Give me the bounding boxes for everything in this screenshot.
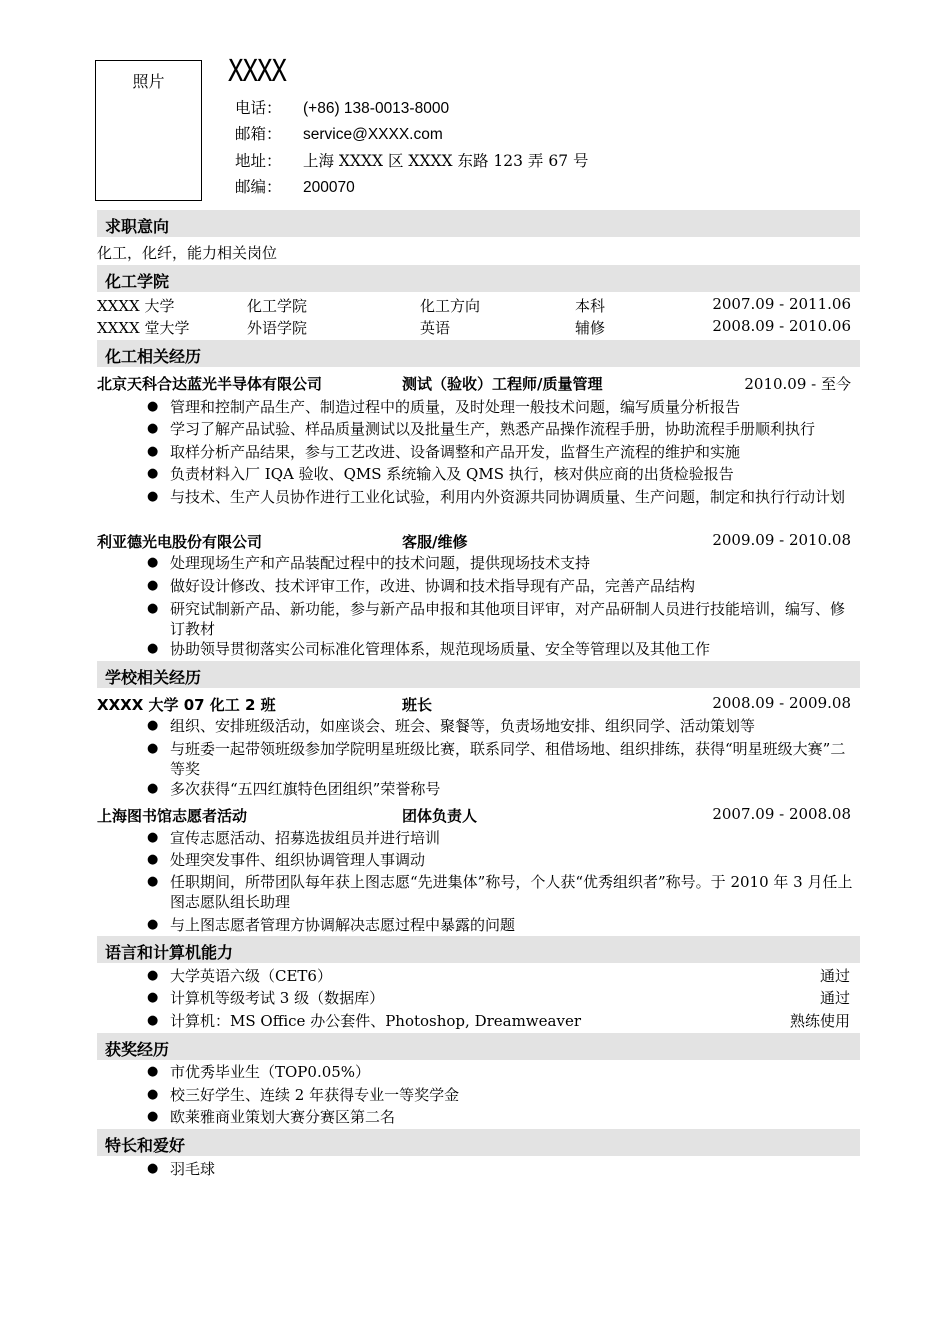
job-role: 团体负责人 xyxy=(402,807,478,825)
bullet-text: 多次获得“五四红旗特色团组织”荣誉称号 xyxy=(170,780,441,798)
bullet-text: 与技术、生产人员协作进行工业化试验，利用内外资源共同协调质量、生产问题，制定和执行行动计划 xyxy=(170,488,846,506)
section-skills xyxy=(97,936,860,963)
bullet-text: 欧莱雅商业策划大赛分赛区第二名 xyxy=(170,1108,396,1126)
bullet-text: 市优秀毕业生（TOP0.05%） xyxy=(170,1063,371,1081)
contact-address xyxy=(235,149,589,171)
bullet-icon: ● xyxy=(147,641,159,656)
bullet-text: 计算机等级考试 3 级（数据库） xyxy=(170,989,385,1007)
section-title: 化工学院 xyxy=(105,272,170,291)
bullet-icon: ● xyxy=(147,1109,159,1124)
edu-major: 英语 xyxy=(420,319,451,337)
skill-level: 熟练使用 xyxy=(789,1012,850,1030)
bullet-icon: ● xyxy=(147,466,159,481)
contact-email xyxy=(235,122,443,144)
bullet-text: 负责材料入厂 IQA 验收、QMS 系统输入及 QMS 执行，核对供应商的出货检验报告 xyxy=(170,465,734,483)
candidate-name: XXXX xyxy=(228,54,287,89)
section-awards xyxy=(97,1033,860,1060)
bullet-icon: ● xyxy=(147,830,159,845)
bullet-text: 计算机：MS Office 办公套件、Photoshop, Dreamweaver xyxy=(170,1012,581,1030)
section-work xyxy=(97,340,860,367)
bullet-text: 宣传志愿活动、招募选拔组员并进行培训 xyxy=(170,829,441,847)
bullet-icon: ● xyxy=(147,489,159,504)
bullet-icon: ● xyxy=(147,1064,159,1079)
contact-value: service@XXXX.com xyxy=(303,126,443,143)
edu-school: XXXX 大学 xyxy=(97,297,175,315)
section-school xyxy=(97,661,860,688)
contact-value: 上海 XXXX 区 XXXX 东路 123 弄 67 号 xyxy=(303,152,589,170)
job-role: 客服/维修 xyxy=(402,533,468,551)
edu-college: 化工学院 xyxy=(247,297,308,315)
skill-level: 通过 xyxy=(819,989,850,1007)
bullet-text: 大学英语六级（CET6） xyxy=(170,967,332,985)
bullet-icon: ● xyxy=(147,917,159,932)
job-company: 北京天科合达蓝光半导体有限公司 xyxy=(97,375,323,393)
section-title: 获奖经历 xyxy=(105,1040,170,1059)
education-row xyxy=(97,295,851,317)
job-company: 利亚德光电股份有限公司 xyxy=(97,533,263,551)
edu-college: 外语学院 xyxy=(247,319,308,337)
bullet-icon: ● xyxy=(147,1087,159,1102)
bullet-icon: ● xyxy=(147,555,159,570)
bullet-text: 与上图志愿者管理方协调解决志愿过程中暴露的问题 xyxy=(170,916,516,934)
job-date: 2007.09 - 2008.08 xyxy=(712,805,851,823)
bullet-text: 取样分析产品结果，参与工艺改进、设备调整和产品开发，监督生产流程的维护和实施 xyxy=(170,443,741,461)
job-role: 班长 xyxy=(402,696,433,714)
contact-label: 邮箱： xyxy=(235,125,282,143)
objective-text: 化工，化纤，能力相关岗位 xyxy=(97,244,278,262)
job-header xyxy=(97,805,851,827)
job-company: XXXX 大学 07 化工 2 班 xyxy=(97,696,276,714)
bullet-text: 与班委一起带领班级参加学院明星班级比赛，联系同学、租借场地、组织排练，获得“明星班级大赛”二等奖 xyxy=(170,740,846,778)
contact-value: 200070 xyxy=(303,179,355,196)
edu-date: 2007.09 - 2011.06 xyxy=(712,295,851,313)
skill-level: 通过 xyxy=(819,967,850,985)
photo-placeholder xyxy=(95,60,202,201)
contact-label: 地址： xyxy=(235,152,282,170)
bullet-text: 羽毛球 xyxy=(170,1160,216,1178)
job-date: 2010.09 - 至今 xyxy=(744,375,851,393)
bullet-text: 做好设计修改、技术评审工作，改进、协调和技术指导现有产品，完善产品结构 xyxy=(170,577,696,595)
bullet-icon: ● xyxy=(147,399,159,414)
job-header xyxy=(97,531,851,553)
bullet-text: 学习了解产品试验、样品质量测试以及批量生产，熟悉产品操作流程手册，协助流程手册顺利执行 xyxy=(170,420,816,438)
bullet-icon: ● xyxy=(147,852,159,867)
edu-degree: 本科 xyxy=(575,297,606,315)
bullet-icon: ● xyxy=(147,601,159,616)
section-education xyxy=(97,265,860,292)
bullet-text: 组织、安排班级活动，如座谈会、班会、聚餐等，负责场地安排、组织同学、活动策划等 xyxy=(170,717,756,735)
bullet-text: 协助领导贯彻落实公司标准化管理体系，规范现场质量、安全等管理以及其他工作 xyxy=(170,640,711,658)
education-row xyxy=(97,317,851,339)
job-role: 测试（验收）工程师/质量管理 xyxy=(402,375,603,393)
bullet-text: 任职期间，所带团队每年获上图志愿“先进集体”称号，个人获“优秀组织者”称号。于 2010 年 3 月任上图志愿队组长助理 xyxy=(170,873,853,911)
bullet-text: 管理和控制产品生产、制造过程中的质量，及时处理一般技术问题，编写质量分析报告 xyxy=(170,398,741,416)
edu-major: 化工方向 xyxy=(420,297,481,315)
bullet-icon: ● xyxy=(147,718,159,733)
bullet-icon: ● xyxy=(147,741,159,756)
edu-degree: 辅修 xyxy=(575,319,606,337)
job-header xyxy=(97,694,851,716)
contact-phone xyxy=(235,96,449,118)
bullet-icon: ● xyxy=(147,968,159,983)
bullet-icon: ● xyxy=(147,1013,159,1028)
bullet-icon: ● xyxy=(147,781,159,796)
job-company: 上海图书馆志愿者活动 xyxy=(97,807,248,825)
section-title: 化工相关经历 xyxy=(105,347,202,366)
bullet-icon: ● xyxy=(147,444,159,459)
bullet-text: 研究试制新产品、新功能，参与新产品申报和其他项目评审，对产品研制人员进行技能培训，编写、修订教材 xyxy=(170,600,846,638)
edu-date: 2008.09 - 2010.06 xyxy=(712,317,851,335)
section-title: 语言和计算机能力 xyxy=(105,943,234,962)
section-title: 特长和爱好 xyxy=(105,1136,186,1155)
section-title: 学校相关经历 xyxy=(105,668,202,687)
section-objective xyxy=(97,210,860,237)
contact-label: 电话： xyxy=(235,99,282,117)
bullet-icon: ● xyxy=(147,874,159,889)
bullet-icon: ● xyxy=(147,421,159,436)
job-date: 2009.09 - 2010.08 xyxy=(712,531,851,549)
section-title: 求职意向 xyxy=(105,217,170,236)
job-header xyxy=(97,373,851,395)
job-date: 2008.09 - 2009.08 xyxy=(712,694,851,712)
edu-school: XXXX 堂大学 xyxy=(97,319,190,337)
contact-label: 邮编： xyxy=(235,178,282,196)
bullet-text: 校三好学生、连续 2 年获得专业一等奖学金 xyxy=(170,1086,460,1104)
bullet-text: 处理现场生产和产品装配过程中的技术问题，提供现场技术支持 xyxy=(170,554,591,572)
contact-value: (+86) 138-0013-8000 xyxy=(303,100,450,117)
bullet-icon: ● xyxy=(147,578,159,593)
bullet-icon: ● xyxy=(147,990,159,1005)
section-hobbies xyxy=(97,1129,860,1156)
bullet-text: 处理突发事件、组织协调管理人事调动 xyxy=(170,851,426,869)
photo-label: 照片 xyxy=(132,72,165,91)
bullet-icon: ● xyxy=(147,1161,159,1176)
contact-postcode xyxy=(235,175,355,197)
